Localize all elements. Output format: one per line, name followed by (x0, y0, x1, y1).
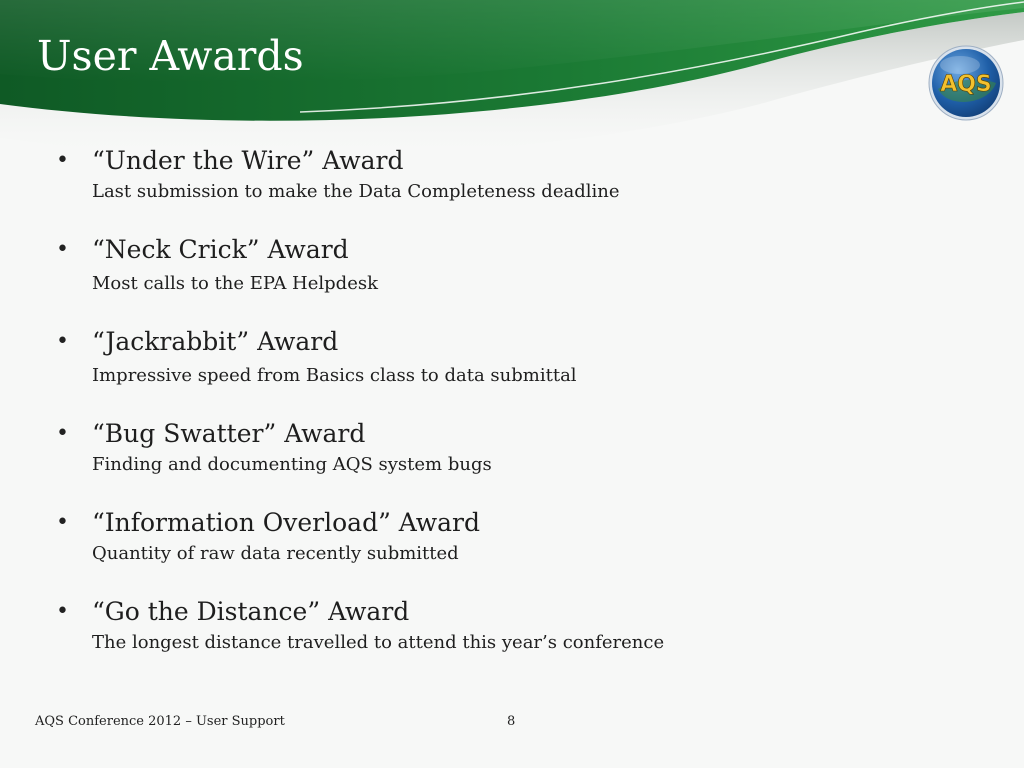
award-name: “Bug Swatter” Award (92, 419, 366, 448)
bullet-icon: • (56, 148, 69, 173)
award-name: “Jackrabbit” Award (92, 327, 339, 356)
bullet-icon: • (56, 599, 69, 624)
award-description: Last submission to make the Data Completeness deadline (92, 181, 620, 202)
award-description: The longest distance travelled to attend this year’s conference (92, 632, 665, 653)
list-item (0, 233, 900, 303)
award-description: Most calls to the EPA Helpdesk (92, 273, 379, 294)
list-item (0, 144, 900, 214)
list-item (0, 417, 900, 487)
footer-text: AQS Conference 2012 – User Support (35, 714, 285, 729)
slide-title: User Awards (37, 32, 304, 80)
award-name: “Go the Distance” Award (92, 597, 410, 626)
list-item (0, 325, 900, 395)
bullet-icon: • (56, 329, 69, 354)
award-name: “Under the Wire” Award (92, 146, 404, 175)
bullet-icon: • (56, 421, 69, 446)
logo-text: AQS (940, 72, 992, 97)
list-item (0, 506, 900, 576)
bullet-icon: • (56, 510, 69, 535)
aqs-logo (926, 43, 1006, 123)
page-number: 8 (507, 714, 516, 729)
award-name: “Information Overload” Award (92, 508, 481, 537)
award-name: “Neck Crick” Award (92, 235, 349, 264)
award-description: Finding and documenting AQS system bugs (92, 454, 492, 475)
award-description: Quantity of raw data recently submitted (92, 543, 459, 564)
bullet-icon: • (56, 237, 69, 262)
list-item (0, 595, 900, 665)
award-description: Impressive speed from Basics class to data submittal (92, 365, 577, 386)
